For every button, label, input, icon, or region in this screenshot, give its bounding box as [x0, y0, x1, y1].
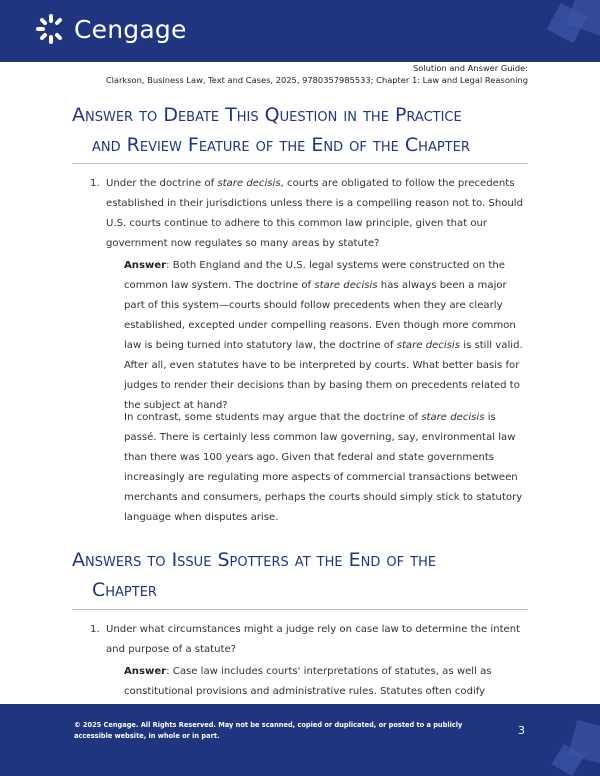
debate-question [92, 174, 528, 254]
running-head-line2: Clarkson, Business Law, Text and Cases, 2025, 9780357985533; Chapter 1: Law and Legal Reasoning [105, 75, 528, 85]
page-number: 3 [518, 724, 525, 737]
running-head [106, 62, 528, 86]
cengage-logo-icon [34, 12, 68, 46]
question-text: Under what circumstances might a judge rely on case law to determine the intent and purpose of a statute? [106, 624, 521, 655]
heading-line1: Answers to Issue Spotters at the End of the [72, 549, 437, 571]
brand-name: Cengage [74, 14, 187, 44]
answer-label: Answer [124, 666, 167, 677]
section-divider [72, 609, 528, 610]
heading-line1: Answer to Debate This Question in the Practice [72, 104, 462, 126]
question-text: Under the doctrine of stare decisis, courts are obligated to follow the precedents established in their jurisdictions unless there is a compelling reason not to. Should U.S. courts continue to adhere to this common law principle, given that our government now regulates so many areas by statute? [106, 178, 524, 249]
answer-label: Answer [124, 260, 167, 271]
section-heading-debate [72, 100, 528, 160]
page-footer-banner [0, 704, 600, 776]
issue-spotter-answer: Answer: Case law includes courts' interpretations of statutes, as well as constitutional provisions and administrative rules. Statutes often codify [124, 666, 492, 697]
heading-line2: Chapter [92, 579, 157, 601]
item-number: 1. [90, 624, 100, 635]
debate-answer-paragraph-1: Answer: Both England and the U.S. legal systems were constructed on the common law system. The doctrine of stare decisis has always been a major part of this system—courts should follow precedents when they are clearly established, excepted under compelling reasons. Even though more common law is being turned into statutory law, the doctrine of stare decisis is still valid. After all, even statutes have to be interpreted by courts. What better basis for judges to render their decisions than by basing them on precedents related to the subject at hand? [124, 260, 523, 411]
section-heading-issue-spotters [72, 545, 528, 605]
item-number: 1. [90, 178, 100, 189]
page-header-banner [0, 0, 600, 62]
copyright-notice: © 2025 Cengage. All Rights Reserved. May not be scanned, copied or duplicated, or posted to a publicly accessible website, in whole or in part. [74, 721, 463, 740]
debate-answer-paragraph-2: In contrast, some students may argue that the doctrine of stare decisis is passé. There is certainly less common law governing, say, environmental law than there was 100 years ago. Given that federal and state governments increasingly are regulating more aspects of commercial transactions between merchants and consumers, perhaps the courts should simply stick to statutory language when disputes arise. [124, 412, 523, 523]
heading-line2: and Review Feature of the End of the Chapter [92, 134, 470, 156]
section-divider [72, 163, 528, 164]
cengage-logo [34, 12, 187, 46]
issue-spotter-question [92, 620, 528, 660]
running-head-line1: Solution and Answer Guide: [412, 63, 528, 73]
